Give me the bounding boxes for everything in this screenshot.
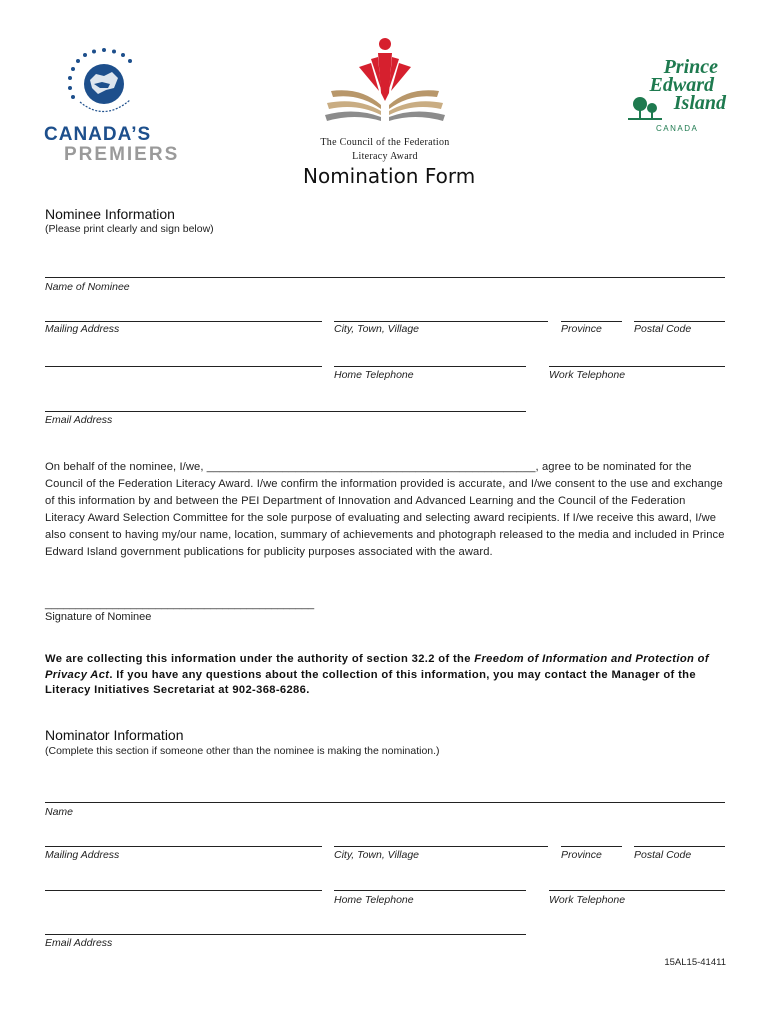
nominator-section-title: Nominator Information <box>45 727 184 743</box>
nominee-section-title: Nominee Information <box>45 206 175 222</box>
privacy-act-name: Freedom of Information and Protection of Privacy Act <box>45 653 709 681</box>
pei-canada-text: CANADA <box>656 124 699 133</box>
nominator-postal-field[interactable] <box>634 846 725 847</box>
nominator-postal-label: Postal Code <box>634 849 692 861</box>
privacy-text-1: We are collecting this information under the authority of section 32.2 of the <box>45 653 475 665</box>
nominator-mailing-label: Mailing Address <box>45 849 120 861</box>
nominator-section-subtitle: (Complete this section if someone other than the nominee is making the nomination.) <box>45 745 440 757</box>
nominator-email-label: Email Address <box>45 937 113 949</box>
nominator-home-phone-field[interactable] <box>334 890 526 891</box>
nominator-name-label: Name <box>45 806 74 818</box>
privacy-notice <box>45 652 735 699</box>
nominee-email-field[interactable] <box>45 411 526 412</box>
nominee-province-label: Province <box>561 323 602 335</box>
nominee-postal-field[interactable] <box>634 321 725 322</box>
literacy-award-text: Literacy Award <box>352 151 418 162</box>
nominee-name-label: Name of Nominee <box>45 281 130 293</box>
nominee-home-phone-label: Home Telephone <box>334 369 414 381</box>
nominator-province-label: Province <box>561 849 602 861</box>
literacy-award-logo <box>305 35 465 165</box>
nominee-mailing-field[interactable] <box>45 321 322 322</box>
nominee-extra-field[interactable] <box>45 366 322 367</box>
consent-paragraph: On behalf of the nominee, I/we, ____________________________________________________, agree to be nominated for the Council of the Federation Literacy Award. I/we confirm the information provided is accurate, and I/we consent to the use and exchange of this information by and between the PEI Department of Innovation and Advanced Learning and the Council of the Federation Literacy Award Selection Committee for the sole purpose of evaluating and selecting award recipients. If I/we receive this award, I/we also consent to having my/our name, location, summary of achievements and photograph released to the media and included in Prince Edward Island government publications for publicity purposes associated with the award. <box>45 461 725 558</box>
maple-book-icon <box>315 35 455 135</box>
canadas-text: CANADA’S <box>44 124 152 145</box>
nominee-work-phone-label: Work Telephone <box>549 369 626 381</box>
council-seal-icon <box>64 44 144 124</box>
premiers-text: PREMIERS <box>64 144 180 165</box>
oak-tree-icon <box>628 96 662 120</box>
nominator-province-field[interactable] <box>561 846 622 847</box>
nominator-work-phone-field[interactable] <box>549 890 725 891</box>
pei-island-text: Island <box>673 92 726 114</box>
signature-label: Signature of Nominee <box>45 611 152 623</box>
nominee-city-field[interactable] <box>334 321 548 322</box>
nominator-city-field[interactable] <box>334 846 548 847</box>
nominator-extra-field[interactable] <box>45 890 322 891</box>
nominator-mailing-field[interactable] <box>45 846 322 847</box>
form-title: Nomination Form <box>303 164 476 188</box>
nominee-postal-label: Postal Code <box>634 323 692 335</box>
nominee-home-phone-field[interactable] <box>334 366 526 367</box>
pei-logo <box>628 56 728 140</box>
pei-edward-text: Edward <box>649 74 714 96</box>
nominator-email-field[interactable] <box>45 934 526 935</box>
signature-field[interactable]: ____________________________________________ <box>45 598 315 610</box>
canadas-premiers-logo <box>44 40 180 170</box>
nominee-email-label: Email Address <box>45 414 113 426</box>
nominee-name-field[interactable] <box>45 277 725 278</box>
pei-prince-text: Prince <box>663 56 718 78</box>
council-text: The Council of the Federation <box>320 137 450 148</box>
nominee-province-field[interactable] <box>561 321 622 322</box>
nominator-name-field[interactable] <box>45 802 725 803</box>
nominee-section-subtitle: (Please print clearly and sign below) <box>45 223 214 235</box>
form-number: 15AL15-41411 <box>664 957 726 968</box>
nominator-home-phone-label: Home Telephone <box>334 894 414 906</box>
nominee-mailing-label: Mailing Address <box>45 323 120 335</box>
privacy-text-2: . If you have any questions about the collection of this information, you may contact the Manager of the Literacy Initiatives Secretariat at 902-368-6286. <box>45 668 696 696</box>
nominator-work-phone-label: Work Telephone <box>549 894 626 906</box>
nominator-city-label: City, Town, Village <box>334 849 420 861</box>
nominee-city-label: City, Town, Village <box>334 323 420 335</box>
nominee-work-phone-field[interactable] <box>549 366 725 367</box>
